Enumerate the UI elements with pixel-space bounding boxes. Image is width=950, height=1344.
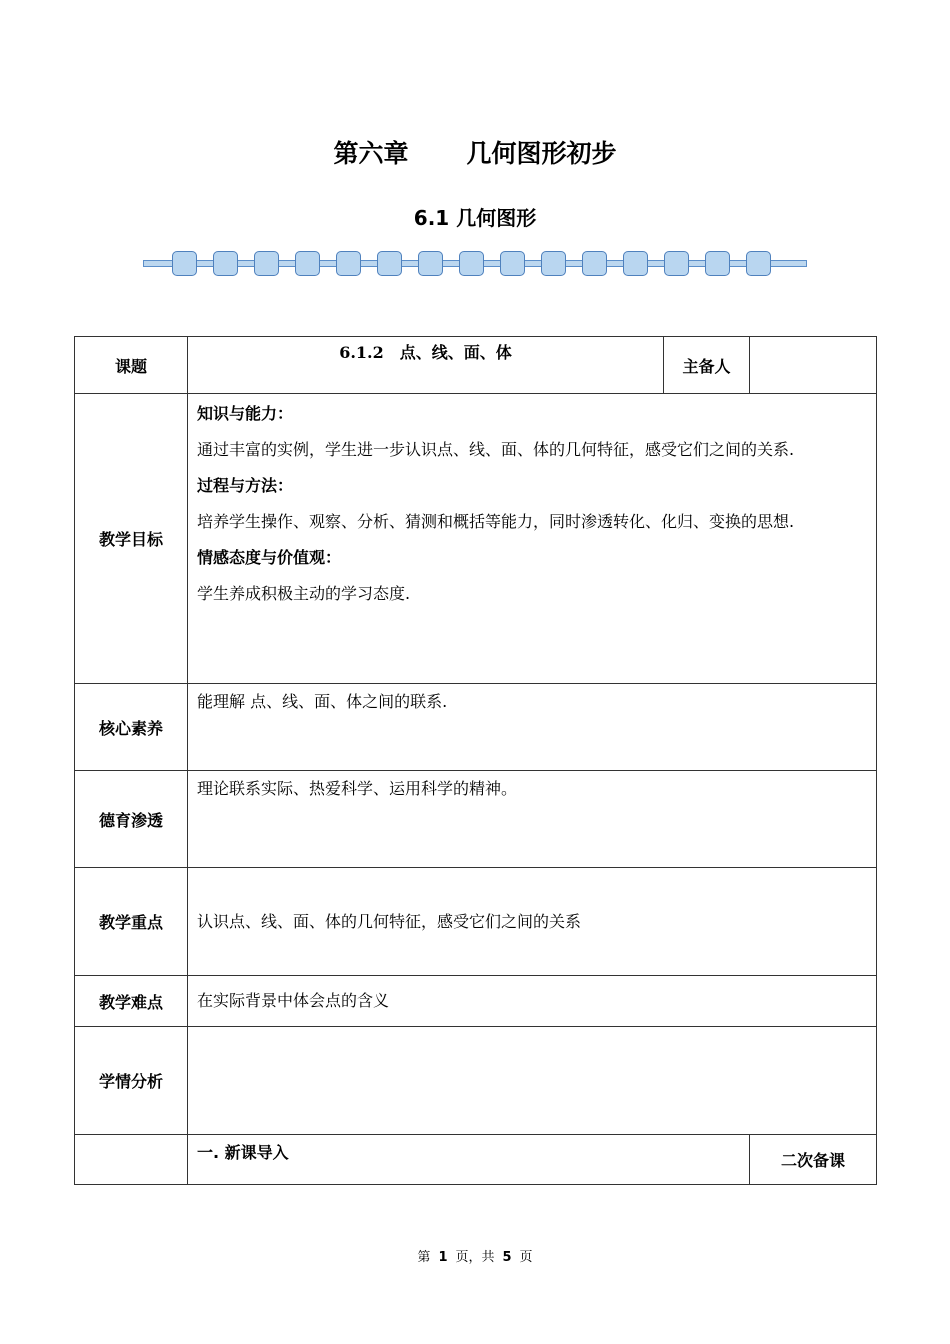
table-row-core bbox=[75, 684, 877, 771]
chain-bead bbox=[377, 251, 402, 276]
footer-suffix: 页 bbox=[519, 1250, 533, 1265]
core-label: 核心素养 bbox=[75, 684, 188, 771]
chain-bead bbox=[664, 251, 689, 276]
difficult-cell bbox=[188, 976, 877, 1027]
chain-bead bbox=[500, 251, 525, 276]
footer-prefix: 第 bbox=[417, 1250, 431, 1265]
topic-label: 课题 bbox=[75, 337, 188, 394]
section-title: 6.1 几何图形 bbox=[413, 206, 537, 230]
preparer-label: 主备人 bbox=[664, 337, 750, 394]
core-text: 能理解 点、线、面、体之间的联系. bbox=[197, 692, 448, 711]
chain-bead bbox=[254, 251, 279, 276]
key-label: 教学重点 bbox=[75, 868, 188, 976]
table-row-difficulties bbox=[75, 976, 877, 1027]
chain-bead bbox=[459, 251, 484, 276]
goals-cell bbox=[188, 394, 877, 684]
topic-value: 6.1.2 点、线、面、体 bbox=[339, 343, 512, 362]
moral-cell bbox=[188, 771, 877, 868]
footer-total-pages: 5 bbox=[502, 1250, 512, 1265]
page-footer bbox=[0, 1246, 950, 1265]
key-cell bbox=[188, 868, 877, 976]
moral-text: 理论联系实际、热爱科学、运用科学的精神。 bbox=[197, 779, 518, 798]
chain-bead bbox=[582, 251, 607, 276]
knowledge-heading: 知识与能力： bbox=[197, 404, 294, 423]
analysis-label: 学情分析 bbox=[75, 1027, 188, 1135]
chain-bead bbox=[295, 251, 320, 276]
table-row-intro bbox=[75, 1135, 877, 1185]
intro-text: 一. 新课导入 bbox=[197, 1143, 289, 1162]
emotion-heading: 情感态度与价值观： bbox=[197, 548, 342, 567]
chapter-title bbox=[0, 134, 950, 170]
table-row-topic bbox=[75, 337, 877, 394]
chapter-name: 几何图形初步 bbox=[466, 139, 617, 168]
chain-bead bbox=[172, 251, 197, 276]
table-row-key-points bbox=[75, 868, 877, 976]
chain-bead bbox=[746, 251, 771, 276]
chain-bead bbox=[623, 251, 648, 276]
table-row-moral bbox=[75, 771, 877, 868]
goals-label: 教学目标 bbox=[75, 394, 188, 684]
chain-bead bbox=[705, 251, 730, 276]
lesson-plan-table bbox=[74, 336, 877, 1185]
moral-label: 德育渗透 bbox=[75, 771, 188, 868]
key-text: 认识点、线、面、体的几何特征，感受它们之间的关系 bbox=[197, 911, 582, 931]
difficult-label: 教学难点 bbox=[75, 976, 188, 1027]
chain-bead bbox=[336, 251, 361, 276]
intro-cell bbox=[188, 1135, 750, 1185]
chain-bead bbox=[418, 251, 443, 276]
chapter-number: 第六章 bbox=[333, 139, 409, 168]
chain-bead bbox=[541, 251, 566, 276]
table-row-analysis bbox=[75, 1027, 877, 1135]
chain-bead bbox=[213, 251, 238, 276]
process-heading: 过程与方法： bbox=[197, 476, 294, 495]
table-row-goals bbox=[75, 394, 877, 684]
second-prep-label: 二次备课 bbox=[750, 1135, 877, 1185]
intro-label-cell bbox=[75, 1135, 188, 1185]
emotion-text: 学生养成积极主动的学习态度. bbox=[197, 584, 411, 603]
process-text: 培养学生操作、观察、分析、猜测和概括等能力，同时渗透转化、化归、变换的思想. bbox=[197, 512, 795, 531]
footer-page-number: 1 bbox=[438, 1250, 448, 1265]
knowledge-text: 通过丰富的实例，学生进一步认识点、线、面、体的几何特征，感受它们之间的关系. bbox=[197, 440, 795, 459]
decorative-chain-divider bbox=[143, 250, 807, 278]
difficult-text: 在实际背景中体会点的含义 bbox=[197, 991, 390, 1010]
analysis-cell bbox=[188, 1027, 877, 1135]
preparer-value bbox=[750, 337, 877, 394]
footer-middle: 页，共 bbox=[455, 1250, 495, 1265]
topic-cell bbox=[188, 337, 664, 394]
core-cell bbox=[188, 684, 877, 771]
